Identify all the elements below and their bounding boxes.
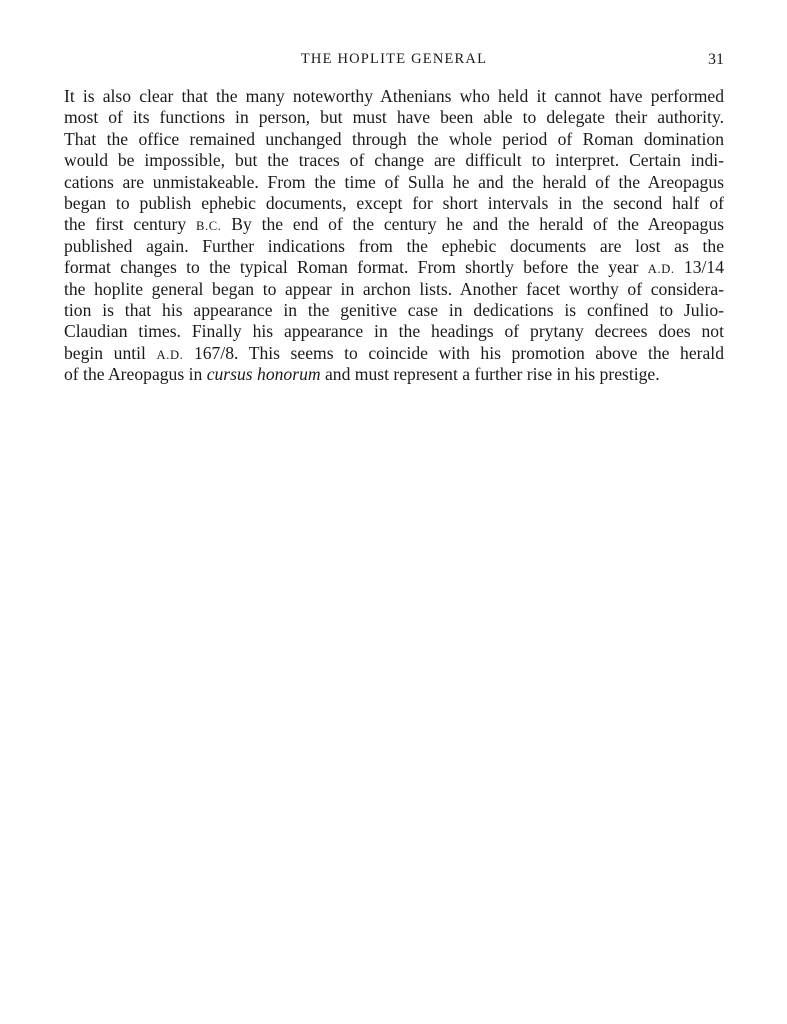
body-paragraph	[64, 86, 724, 385]
text-line: the hoplite general began to appear in archon lists. Another facet worthy of considera-	[64, 278, 724, 299]
text-line	[64, 257, 724, 278]
text-line: most of its functions in person, but must have been able to delegate their authority.	[64, 107, 724, 128]
running-head	[64, 51, 724, 73]
text-segment: the first century	[64, 214, 196, 235]
text-line: tion is that his appearance in the genitive case in dedications is confined to Julio-	[64, 299, 724, 320]
text-segment: begin until	[64, 342, 157, 363]
small-caps-abbreviation: A.D.	[156, 347, 184, 362]
text-segment: and must represent a further rise in his prestige.	[320, 364, 660, 385]
text-segment: 13/14	[674, 257, 724, 278]
text-segment: By the end of the century he and the herald of the Areopagus	[221, 214, 724, 235]
text-segment: 167/8. This seems to coincide with his promotion above the herald	[183, 342, 724, 363]
text-line: would be impossible, but the traces of change are difficult to interpret. Certain indi-	[64, 150, 724, 171]
text-line: published again. Further indications from the ephebic documents are lost as the	[64, 235, 724, 256]
text-line: That the office remained unchanged through the whole period of Roman domination	[64, 128, 724, 149]
italic-phrase: cursus honorum	[206, 364, 321, 385]
text-line: Claudian times. Finally his appearance in the headings of prytany decrees does not	[64, 321, 724, 342]
small-caps-abbreviation: B.C.	[195, 219, 222, 234]
text-line: began to publish ephebic documents, except for short intervals in the second half of	[64, 192, 724, 213]
text-line: It is also clear that the many noteworthy Athenians who held it cannot have performed	[64, 86, 724, 106]
small-caps-abbreviation: A.D.	[647, 262, 675, 277]
text-line	[64, 364, 724, 385]
text-line: cations are unmistakeable. From the time of Sulla he and the herald of the Areopagus	[64, 171, 724, 192]
text-line	[64, 214, 724, 235]
text-segment: format changes to the typical Roman format. From shortly before the year	[64, 257, 648, 278]
page-number: 31	[708, 51, 724, 68]
text-segment: of the Areopagus in	[64, 364, 207, 385]
text-line	[64, 343, 724, 364]
running-title: THE HOPLITE GENERAL	[300, 51, 488, 67]
